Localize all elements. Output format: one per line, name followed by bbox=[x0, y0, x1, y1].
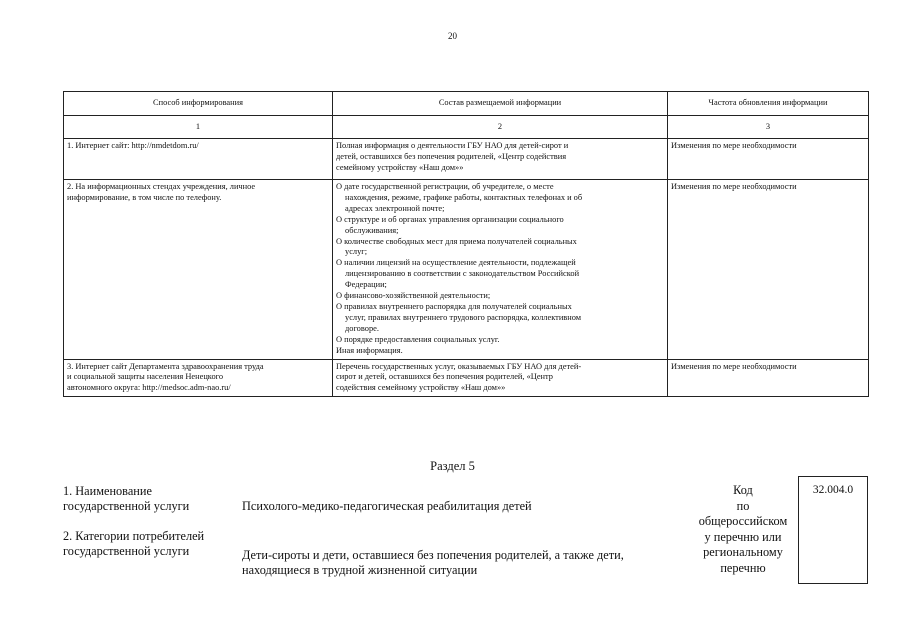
cell-line: Перечень государственных услуг, оказываемых ГБУ НАО для детей- bbox=[336, 361, 582, 371]
label-line: государственной услуги bbox=[63, 499, 190, 513]
cell-line: нахождения, режиме, графике работы, контактных телефонах и об bbox=[345, 192, 583, 202]
cell-line: О наличии лицензий на осуществление деятельности, подлежащей bbox=[336, 258, 576, 268]
code-label-line: общероссийском bbox=[698, 514, 788, 528]
cell-line: О количестве свободных мест для приема получателей социальных bbox=[336, 236, 577, 246]
cell-line: Полная информация о деятельности ГБУ НАО для детей-сирот и bbox=[336, 141, 569, 150]
section-title: Раздел 5 bbox=[430, 459, 475, 473]
cell-line: О порядке предоставления социальных услуг. bbox=[336, 334, 500, 344]
service-name-label bbox=[63, 484, 189, 514]
code-label-line: Код bbox=[733, 483, 753, 497]
code-label-line: по bbox=[736, 498, 750, 513]
consumers-label bbox=[63, 529, 204, 559]
code-box bbox=[798, 476, 868, 584]
cell-line: детей, оставшихся без попечения родителей, «Центр содействия bbox=[336, 151, 567, 161]
consumers-value bbox=[242, 548, 624, 578]
method-cell bbox=[64, 180, 333, 360]
column-number: 3 bbox=[668, 116, 869, 139]
column-number: 2 bbox=[333, 116, 668, 139]
method-cell bbox=[64, 139, 333, 180]
cell-line: и социальной защиты населения Ненецкого bbox=[67, 372, 224, 382]
cell-line: адресах электронной почте; bbox=[345, 203, 445, 213]
header-method: Способ информирования bbox=[64, 92, 333, 116]
table-row bbox=[64, 139, 869, 180]
cell-line: сирот и детей, оставшихся без попечения родителей, «Центр bbox=[336, 372, 553, 382]
method-cell bbox=[64, 359, 333, 397]
code-label-line: перечню bbox=[720, 560, 766, 575]
service-name-value: Психолого-медико-педагогическая реабилитация детей bbox=[242, 499, 532, 513]
cell-line: лицензированию в соответствии с законодательством Российской bbox=[345, 269, 580, 279]
value-line: находящиеся в трудной жизненной ситуации bbox=[242, 563, 478, 577]
frequency-cell: Изменения по мере необходимости bbox=[668, 180, 869, 360]
cell-line: О дате государственной регистрации, об учредителе, о месте bbox=[336, 182, 554, 191]
column-number: 1 bbox=[64, 116, 333, 139]
code-value: 32.004.0 bbox=[812, 484, 854, 496]
table-row bbox=[64, 180, 869, 360]
cell-line: услуг, правилах внутреннего трудового распорядка, коллективном bbox=[345, 312, 582, 322]
cell-line: автономного округа: http://medsoc.adm-nao.ru/ bbox=[67, 383, 231, 393]
label-line: государственной услуги bbox=[63, 544, 190, 558]
cell-line: содействия семейному устройству «Наш дом»» bbox=[336, 383, 506, 393]
content-cell bbox=[333, 359, 668, 397]
frequency-cell: Изменения по мере необходимости bbox=[668, 359, 869, 397]
cell-line: О финансово-хозяйственной деятельности; bbox=[336, 291, 491, 301]
code-label bbox=[684, 483, 802, 576]
label-line: 2. Категории потребителей bbox=[63, 529, 205, 543]
information-table bbox=[63, 91, 869, 397]
column-number-row bbox=[64, 116, 869, 139]
cell-line: О структуре и об органах управления организации социального bbox=[336, 214, 564, 224]
table-row bbox=[64, 359, 869, 397]
cell-line: информирование, в том числе по телефону. bbox=[67, 192, 222, 202]
header-frequency: Частота обновления информации bbox=[668, 92, 869, 116]
header-content: Состав размещаемой информации bbox=[333, 92, 668, 116]
table-header-row bbox=[64, 92, 869, 116]
code-label-line: региональному bbox=[703, 545, 783, 559]
page-number: 20 bbox=[448, 31, 457, 41]
code-label-line: у перечню или bbox=[704, 529, 782, 544]
cell-line: 2. На информационных стендах учреждения, личное bbox=[67, 182, 256, 191]
label-line: 1. Наименование bbox=[63, 484, 152, 498]
cell-line: 3. Интернет сайт Департамента здравоохранения труда bbox=[67, 361, 264, 371]
cell-line: О правилах внутреннего распорядка для получателей социальных bbox=[336, 301, 572, 311]
cell-line: Федерации; bbox=[345, 280, 387, 290]
cell-line: семейному устройству «Наш дом»» bbox=[336, 162, 464, 172]
value-line: Дети-сироты и дети, оставшиеся без попечения родителей, а также дети, bbox=[242, 548, 624, 562]
cell-line: договоре. bbox=[345, 323, 379, 333]
cell-line: обслуживания; bbox=[345, 225, 399, 235]
cell-line: 1. Интернет сайт: http://nmdetdom.ru/ bbox=[67, 141, 199, 150]
cell-line: Иная информация. bbox=[336, 345, 403, 355]
frequency-cell: Изменения по мере необходимости bbox=[668, 139, 869, 180]
content-cell bbox=[333, 139, 668, 180]
content-cell bbox=[333, 180, 668, 360]
cell-line: услуг; bbox=[345, 247, 368, 257]
